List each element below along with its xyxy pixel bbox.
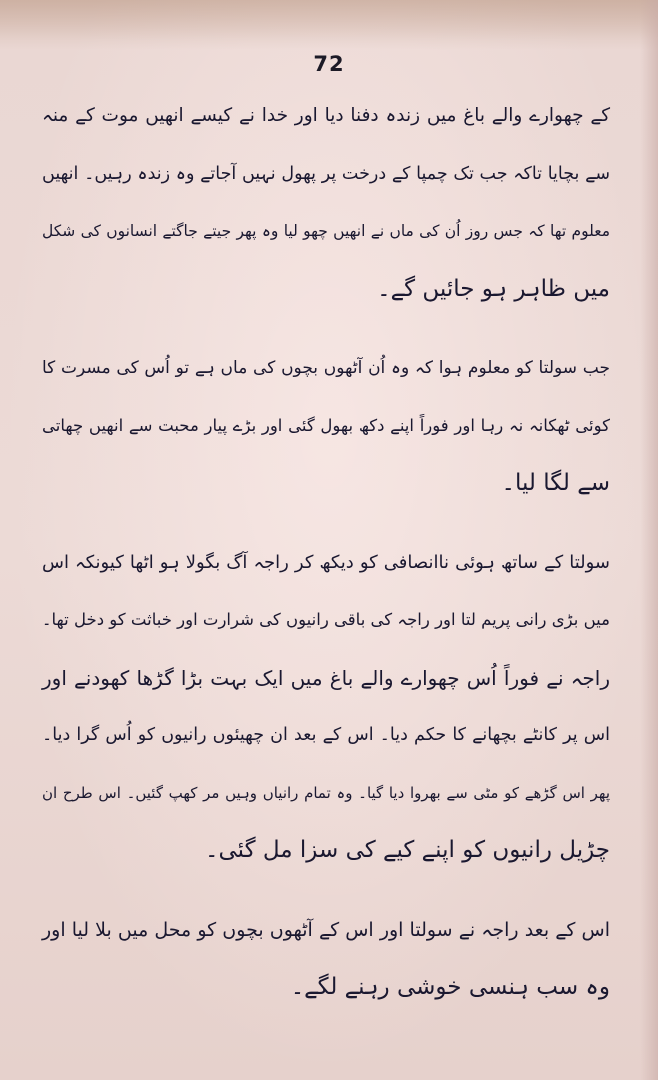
text-line: پھر اس گڑھے کو مٹی سے بھروا دیا گیا۔ وہ تمام رانیاں وہیں مر کھپ گئیں۔ اس طرح ان	[42, 783, 610, 802]
body-text	[42, 92, 610, 1043]
page-number: 72	[313, 52, 345, 76]
text-line: راجہ نے فوراً اُس چھوارے والے باغ میں ایک بہت بڑا گڑھا کھودنے اور	[42, 665, 610, 690]
paragraph-4	[42, 906, 610, 1021]
text-line: میں ظاہر ہو جائیں گے۔	[377, 275, 610, 302]
text-line: جب سولتا کو معلوم ہوا کہ وہ اُن آٹھوں بچوں کی ماں ہے تو اُس کی مسرت کا	[42, 358, 610, 378]
text-line: کوئی ٹھکانہ نہ رہا اور فوراً اپنے دکھ بھول گئی اور بڑے پیار محبت سے انھیں چھاتی	[42, 415, 610, 435]
text-line: سے بچایا تاکہ جب تک چمپا کے درخت پر پھول نہیں آجاتے وہ زندہ رہیں۔ انھیں	[42, 163, 610, 184]
text-line: معلوم تھا کہ جس روز اُن کی ماں نے انھیں چھو لیا وہ پھر جیتے جاگتے انسانوں کی شکل	[42, 222, 610, 240]
text-line: اس کے بعد راجہ نے سولتا اور اس کے آٹھوں بچوں کو محل میں بلا لیا اور	[42, 918, 610, 941]
text-line: اس پر کانٹے بچھانے کا حکم دیا۔ اس کے بعد ان چھیئوں رانیوں کو اُس گرا دیا۔	[42, 725, 610, 745]
text-line: سولتا کے ساتھ ہوئی ناانصافی کو دیکھ کر راجہ آگ بگولا ہو اٹھا کیونکہ اس	[42, 551, 610, 573]
paragraph-1	[42, 92, 610, 322]
text-line: چڑیل رانیوں کو اپنے کیے کی سزا مل گئی۔	[205, 837, 610, 863]
paragraph-2	[42, 344, 610, 517]
text-line: کے چھوارے والے باغ میں زندہ دفنا دیا اور خدا نے کیسے انھیں موت کے منہ	[42, 105, 610, 126]
text-line: میں بڑی رانی پریم لتا اور راجہ کی باقی رانیوں کی شرارت اور خباثت کو دخل تھا۔	[41, 610, 610, 629]
paragraph-3	[42, 539, 610, 884]
text-line: سے لگا لیا۔	[501, 470, 610, 496]
text-line: وہ سب ہنسی خوشی رہنے لگے۔	[290, 974, 610, 1000]
